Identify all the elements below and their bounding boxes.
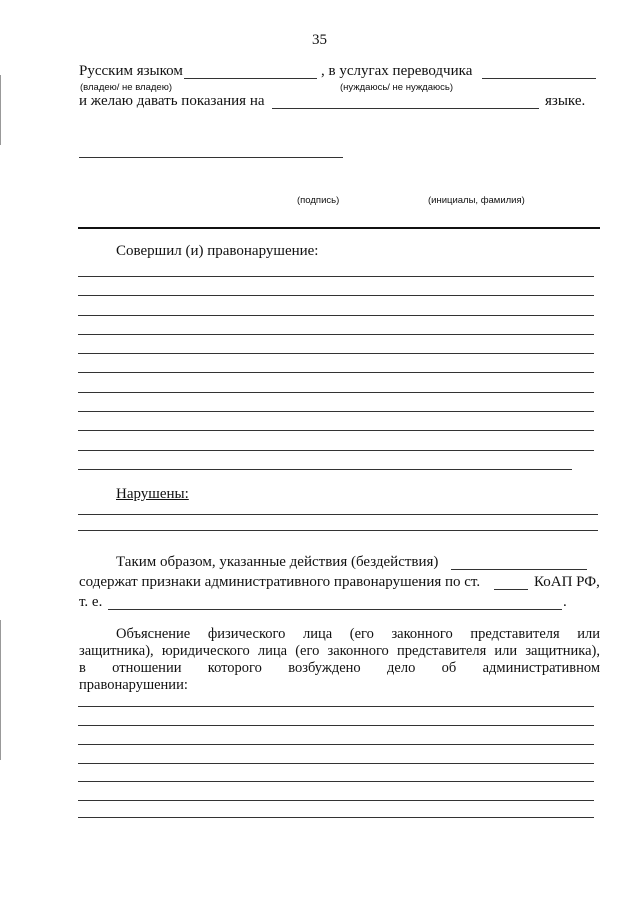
- conclusion-line1: Таким образом, указанные действия (бездействия): [116, 554, 439, 570]
- ie-label: т. е.: [79, 594, 103, 610]
- explanation-line[interactable]: [78, 763, 594, 764]
- violated-line[interactable]: [78, 530, 598, 531]
- offense-heading: Совершил (и) правонарушение:: [116, 243, 319, 259]
- offense-line[interactable]: [78, 353, 594, 354]
- violated-heading: Нарушены:: [116, 486, 189, 502]
- left-edge-mark: [0, 75, 1, 145]
- russian-proficiency-field[interactable]: [184, 78, 317, 79]
- violated-line[interactable]: [78, 514, 598, 515]
- offense-line[interactable]: [78, 411, 594, 412]
- explanation-line[interactable]: [78, 744, 594, 745]
- explanation-line2: защитника), юридического лица (его законного представителя или защитника),: [79, 643, 600, 659]
- ie-field[interactable]: [108, 609, 562, 610]
- offense-line[interactable]: [78, 334, 594, 335]
- ie-suffix: .: [563, 594, 567, 610]
- explanation-line[interactable]: [78, 800, 594, 801]
- testimony-language-field[interactable]: [272, 108, 539, 109]
- explanation-paragraph: [79, 626, 600, 694]
- offense-line[interactable]: [78, 372, 594, 373]
- explanation-line1: Объяснение физического лица (его законного представителя или: [116, 626, 600, 642]
- offense-line[interactable]: [78, 392, 594, 393]
- interpreter-need-field[interactable]: [482, 78, 596, 79]
- offense-line[interactable]: [78, 450, 594, 451]
- left-edge-mark: [0, 620, 1, 760]
- signature-hint: (подпись): [297, 195, 340, 206]
- testimony-label: и желаю давать показания на: [79, 93, 265, 109]
- offense-line[interactable]: [78, 315, 594, 316]
- koap-label: КоАП РФ,: [534, 574, 600, 590]
- offense-line[interactable]: [78, 469, 572, 470]
- offense-line[interactable]: [78, 295, 594, 296]
- interpreter-label: , в услугах переводчика: [321, 63, 473, 79]
- explanation-line3: в отношении которого возбуждено дело об административном: [79, 660, 600, 676]
- section-divider: [78, 227, 600, 229]
- article-field[interactable]: [494, 589, 528, 590]
- explanation-line[interactable]: [78, 725, 594, 726]
- signature-line[interactable]: [79, 157, 343, 158]
- name-hint: (инициалы, фамилия): [428, 195, 525, 206]
- explanation-line[interactable]: [78, 817, 594, 818]
- actions-field[interactable]: [451, 569, 587, 570]
- interpreter-hint: (нуждаюсь/ не нуждаюсь): [340, 82, 453, 93]
- conclusion-line2: содержат признаки административного правонарушения по ст.: [79, 574, 481, 590]
- russian-language-label: Русским языком: [79, 63, 183, 79]
- offense-line[interactable]: [78, 430, 594, 431]
- proficiency-hint: (владею/ не владею): [80, 82, 172, 93]
- page-number: 35: [312, 32, 327, 48]
- testimony-suffix: языке.: [545, 93, 586, 109]
- explanation-line4: правонарушении:: [79, 677, 188, 693]
- offense-line[interactable]: [78, 276, 594, 277]
- explanation-line[interactable]: [78, 706, 594, 707]
- explanation-line[interactable]: [78, 781, 594, 782]
